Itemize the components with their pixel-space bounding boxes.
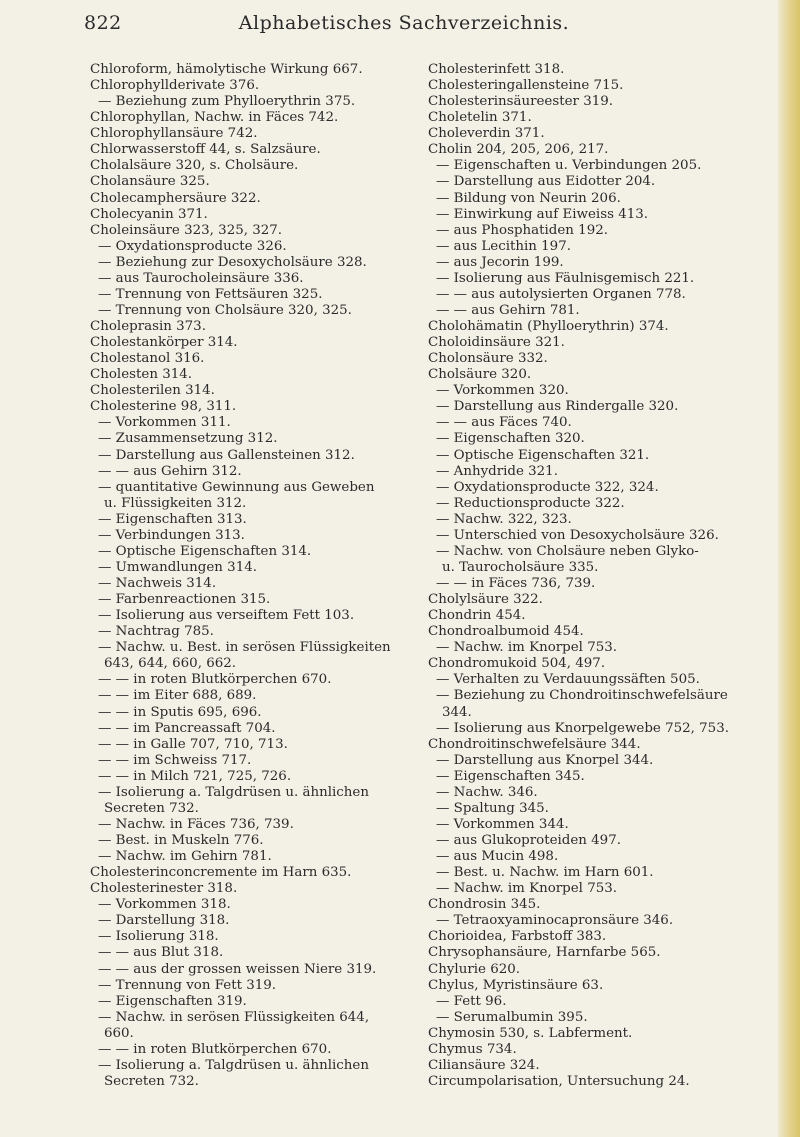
index-entry: — Isolierung a. Talgdrüsen u. ähnlichen xyxy=(98,1057,369,1073)
index-entry: — Vorkommen 320. xyxy=(436,383,569,399)
index-entry: Cholesterine 98, 311. xyxy=(90,399,237,415)
index-entry: — — in Sputis 695, 696. xyxy=(98,704,262,720)
index-entry: 344. xyxy=(442,704,472,720)
index-entry: — — aus Gehirn 312. xyxy=(98,463,242,479)
index-entry: — Oxydationsproducte 326. xyxy=(98,238,287,254)
index-entry: 660. xyxy=(104,1025,134,1041)
index-entry: Choloidinsäure 321. xyxy=(428,335,565,351)
index-entry: Cholecyanin 371. xyxy=(90,206,208,222)
index-entry: — Fett 96. xyxy=(436,993,507,1009)
index-entry: — Nachw. u. Best. in serösen Flüssigkeiten xyxy=(98,640,391,656)
index-entry: — Farbenreactionen 315. xyxy=(98,592,271,608)
index-entry: — Umwandlungen 314. xyxy=(98,559,257,575)
index-entry: Cholestankörper 314. xyxy=(90,335,238,351)
index-entry: — Best. u. Nachw. im Harn 601. xyxy=(436,865,654,881)
index-entry: Chondrosin 345. xyxy=(428,897,541,913)
index-entry: — Serumalbumin 395. xyxy=(436,1009,588,1025)
index-entry: — Zusammensetzung 312. xyxy=(98,431,278,447)
index-entry: — Reductionsproducte 322. xyxy=(436,495,625,511)
index-entry: Choletelin 371. xyxy=(428,110,532,126)
index-entry: — Isolierung aus verseiftem Fett 103. xyxy=(98,608,355,624)
index-entry: — Trennung von Fettsäuren 325. xyxy=(98,286,323,302)
index-entry: — aus Glukoproteiden 497. xyxy=(436,833,621,848)
index-entry: — Darstellung aus Knorpel 344. xyxy=(436,752,654,768)
index-entry: — Darstellung aus Eidotter 204. xyxy=(436,174,656,190)
index-entry: Cholesten 314. xyxy=(90,367,193,383)
index-entry: — Vorkommen 311. xyxy=(98,415,231,431)
index-entry: Choleverdin 371. xyxy=(428,126,545,142)
index-entry: — — im Schweiss 717. xyxy=(98,752,252,768)
index-entry: — Einwirkung auf Eiweiss 413. xyxy=(436,206,649,222)
index-entry: — — im Eiter 688, 689. xyxy=(98,688,257,704)
index-entry: — Trennung von Fett 319. xyxy=(98,977,277,993)
index-entry: Chlorophyllan, Nachw. in Fäces 742. xyxy=(90,110,339,126)
index-entry: Cholesterinester 318. xyxy=(90,881,238,897)
index-entry: Chylus, Myristinsäure 63. xyxy=(428,977,604,993)
index-column-right xyxy=(428,62,748,1090)
index-entry: Chrysophansäure, Harnfarbe 565. xyxy=(428,945,661,961)
page-header-title: Alphabetisches Sachverzeichnis. xyxy=(238,12,570,34)
index-entry: — Verbindungen 313. xyxy=(98,527,245,543)
index-entry: Circumpolarisation, Untersuchung 24. xyxy=(428,1073,690,1089)
index-entry: Cholalsäure 320, s. Cholsäure. xyxy=(90,158,299,174)
index-column-left xyxy=(90,62,410,1090)
index-entry: — — aus autolysierten Organen 778. xyxy=(436,286,686,302)
index-entry: Chlorwasserstoff 44, s. Salzsäure. xyxy=(90,142,321,158)
index-entry: Chloroform, hämolytische Wirkung 667. xyxy=(90,62,363,77)
index-entry: — Verhalten zu Verdauungssäften 505. xyxy=(436,672,700,688)
index-entry: Choleinsäure 323, 325, 327. xyxy=(90,222,283,238)
index-entry: — — in Galle 707, 710, 713. xyxy=(98,736,288,752)
index-entry: — Nachw. 346. xyxy=(436,784,538,800)
index-entry: Secreten 732. xyxy=(104,800,199,816)
index-entry: — Optische Eigenschaften 321. xyxy=(436,447,650,463)
index-entry: Cholylsäure 322. xyxy=(428,592,543,608)
index-entry: — — aus Gehirn 781. xyxy=(436,302,580,318)
index-entry: — aus Jecorin 199. xyxy=(436,254,564,270)
index-entry: — — in Milch 721, 725, 726. xyxy=(98,768,292,784)
index-entry: — aus Lecithin 197. xyxy=(436,238,571,254)
index-entry: — aus Taurocholeinsäure 336. xyxy=(98,270,304,286)
index-entry: — — in roten Blutkörperchen 670. xyxy=(98,1041,332,1057)
index-entry: — Nachw. in Fäces 736, 739. xyxy=(98,816,294,832)
index-entry: — Vorkommen 318. xyxy=(98,897,231,913)
index-entry: Cholin 204, 205, 206, 217. xyxy=(428,142,609,158)
index-entry: Cholansäure 325. xyxy=(90,174,210,190)
page-edge xyxy=(778,0,800,1137)
index-entry: — — im Pancreassaft 704. xyxy=(98,720,276,736)
index-entry: — Darstellung aus Rindergalle 320. xyxy=(436,399,679,415)
index-entry: — Spaltung 345. xyxy=(436,800,549,816)
index-entry: 643, 644, 660, 662. xyxy=(104,656,237,672)
index-entry: Chondrin 454. xyxy=(428,608,526,624)
index-entry: — — aus der grossen weissen Niere 319. xyxy=(98,961,377,977)
index-entry: Cholohämatin (Phylloerythrin) 374. xyxy=(428,319,669,334)
index-entry: Chorioidea, Farbstoff 383. xyxy=(428,929,607,945)
index-entry: — Isolierung aus Fäulnisgemisch 221. xyxy=(436,270,695,286)
index-entry: — Eigenschaften 319. xyxy=(98,993,247,1009)
index-entry: — Darstellung 318. xyxy=(98,913,230,929)
index-entry: Chylurie 620. xyxy=(428,961,521,977)
index-entry: Chondroalbumoid 454. xyxy=(428,624,584,640)
index-entry: Cholesterinconcremente im Harn 635. xyxy=(90,865,352,881)
index-entry: — Nachw. in serösen Flüssigkeiten 644, xyxy=(98,1009,370,1025)
index-entry: — Unterschied von Desoxycholsäure 326. xyxy=(436,527,719,543)
index-entry: Cholesterinsäureester 319. xyxy=(428,94,614,110)
index-entry: Chondromukoid 504, 497. xyxy=(428,656,606,672)
index-entry: u. Flüssigkeiten 312. xyxy=(104,495,247,511)
index-entry: — — aus Fäces 740. xyxy=(436,415,572,431)
index-entry: Chymosin 530, s. Labferment. xyxy=(428,1025,633,1041)
index-entry: — Eigenschaften 320. xyxy=(436,431,585,447)
index-entry: — Nachweis 314. xyxy=(98,576,217,591)
index-entry: — quantitative Gewinnung aus Geweben xyxy=(98,479,375,495)
index-entry: — Darstellung aus Gallensteinen 312. xyxy=(98,447,355,463)
index-entry: Cholesterilen 314. xyxy=(90,383,215,399)
index-entry: — Eigenschaften u. Verbindungen 205. xyxy=(436,158,702,174)
index-entry: — Nachw. von Cholsäure neben Glyko- xyxy=(436,543,699,559)
index-entry: — Nachtrag 785. xyxy=(98,624,214,640)
index-entry: — — in Fäces 736, 739. xyxy=(436,576,596,591)
index-entry: — aus Mucin 498. xyxy=(436,849,559,865)
index-entry: — Optische Eigenschaften 314. xyxy=(98,543,312,559)
index-entry: Cholesteringallensteine 715. xyxy=(428,78,624,94)
index-entry: — Beziehung zu Chondroitinschwefelsäure xyxy=(436,688,728,704)
index-entry: — Eigenschaften 345. xyxy=(436,768,585,784)
index-entry: Chondroitinschwefelsäure 344. xyxy=(428,736,641,752)
page-number: 822 xyxy=(84,12,122,34)
index-entry: Chlorophyllansäure 742. xyxy=(90,126,258,142)
index-entry: — Vorkommen 344. xyxy=(436,816,569,832)
index-entry: — Nachw. 322, 323. xyxy=(436,511,572,527)
index-entry: — Bildung von Neurin 206. xyxy=(436,190,621,206)
index-entry: Chymus 734. xyxy=(428,1041,517,1057)
index-entry: — — aus Blut 318. xyxy=(98,945,224,961)
index-entry: Choleprasin 373. xyxy=(90,319,206,334)
index-entry: — Tetraoxyaminocapronsäure 346. xyxy=(436,913,674,929)
index-entry: — Nachw. im Knorpel 753. xyxy=(436,881,618,897)
index-entry: u. Taurocholsäure 335. xyxy=(442,559,599,575)
index-entry: Cholsäure 320. xyxy=(428,367,532,383)
index-entry: — — in roten Blutkörperchen 670. xyxy=(98,672,332,688)
index-entry: — Anhydride 321. xyxy=(436,463,558,479)
index-entry: Chlorophyllderivate 376. xyxy=(90,78,260,94)
index-entry: — Isolierung a. Talgdrüsen u. ähnlichen xyxy=(98,784,369,800)
index-entry: — aus Phosphatiden 192. xyxy=(436,222,608,238)
index-entry: — Beziehung zum Phylloerythrin 375. xyxy=(98,94,356,110)
index-entry: — Nachw. im Gehirn 781. xyxy=(98,849,272,865)
index-entry: Cholesterinfett 318. xyxy=(428,62,565,77)
index-entry: Cholonsäure 332. xyxy=(428,351,548,367)
index-entry: — Beziehung zur Desoxycholsäure 328. xyxy=(98,254,367,270)
index-entry: — Oxydationsproducte 322, 324. xyxy=(436,479,659,495)
index-entry: — Trennung von Cholsäure 320, 325. xyxy=(98,302,352,318)
index-entry: — Isolierung 318. xyxy=(98,929,219,945)
index-entry: — Best. in Muskeln 776. xyxy=(98,833,264,848)
index-entry: Cholestanol 316. xyxy=(90,351,205,367)
index-entry: — Nachw. im Knorpel 753. xyxy=(436,640,618,656)
index-entry: — Isolierung aus Knorpelgewebe 752, 753. xyxy=(436,720,729,736)
index-entry: Cholecamphersäure 322. xyxy=(90,190,261,206)
index-entry: Ciliansäure 324. xyxy=(428,1057,540,1073)
index-entry: Secreten 732. xyxy=(104,1073,199,1089)
index-entry: — Eigenschaften 313. xyxy=(98,511,247,527)
running-head xyxy=(84,12,724,42)
